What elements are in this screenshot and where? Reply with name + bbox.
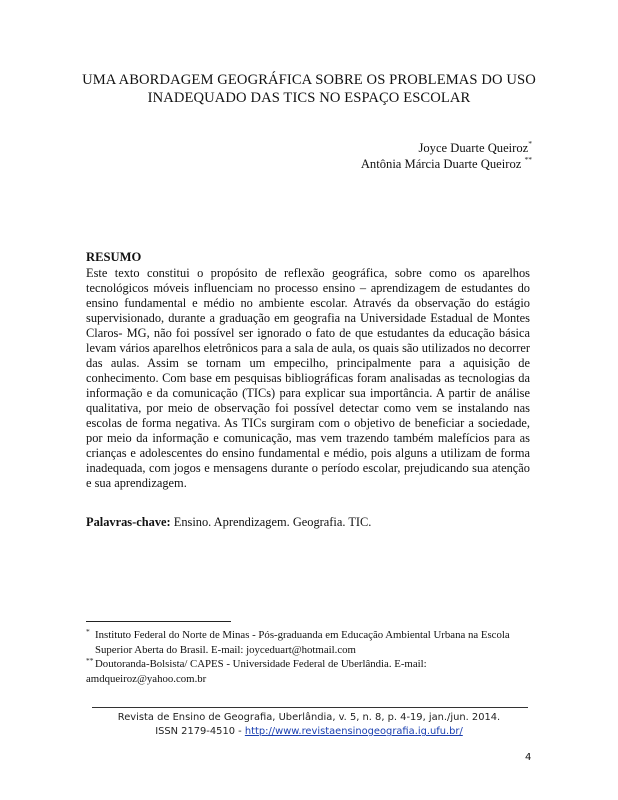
keywords <box>86 515 530 530</box>
author-2-name: Antônia Márcia Duarte Queiroz <box>360 157 522 171</box>
footnotes <box>86 628 536 686</box>
author-2 <box>361 156 532 172</box>
abstract-heading: RESUMO <box>86 250 142 264</box>
footnote-2 <box>86 657 536 672</box>
footnote-2-email: amdqueiroz@yahoo.com.br <box>86 672 207 685</box>
author-1 <box>361 140 532 156</box>
article-title <box>60 71 558 107</box>
footer-separator <box>92 707 528 708</box>
author-2-footnote-mark: ** <box>524 155 532 164</box>
author-1-name: Joyce Duarte Queiroz <box>418 141 529 155</box>
footer-issn-line <box>60 725 558 739</box>
footer-citation: Revista de Ensino de Geografia, Uberlândia, v. 5, n. 8, p. 4-19, jan./jun. 2014. <box>117 712 501 723</box>
journal-footer <box>60 711 558 739</box>
footnote-2-mark: ** <box>86 656 94 665</box>
footnote-1-text: Instituto Federal do Norte de Minas - Pós-graduanda em Educação Ambiental Urbana na Escola Superior Aberta do Brasil. E-mail: joyceduart@hotmail.com <box>95 629 510 656</box>
keywords-label: Palavras-chave: <box>86 515 171 529</box>
footnote-2-continuation <box>86 672 536 687</box>
footnote-2-text: Doutoranda-Bolsista/ CAPES - Universidade Federal de Uberlândia. E-mail: <box>95 658 427 670</box>
author-1-footnote-mark: * <box>528 139 532 148</box>
title-line-2: INADEQUADO DAS TICS NO ESPAÇO ESCOLAR <box>147 90 471 106</box>
footnote-1-mark: * <box>86 627 90 636</box>
footnote-1 <box>86 628 536 657</box>
author-list <box>361 140 532 172</box>
journal-website-link[interactable]: http://www.revistaensinogeografia.ig.ufu.br/ <box>244 726 463 737</box>
keywords-value: Ensino. Aprendizagem. Geografia. TIC. <box>170 515 372 529</box>
footer-issn: ISSN 2179-4510 - <box>155 726 245 737</box>
footnote-separator <box>86 621 231 622</box>
title-line-1: UMA ABORDAGEM GEOGRÁFICA SOBRE OS PROBLEMAS DO USO <box>82 72 536 88</box>
page-number: 4 <box>525 752 532 763</box>
abstract-body: Este texto constitui o propósito de reflexão geográfica, sobre como os aparelhos tecnológicos móveis influenciam no processo ensino – aprendizagem de estudantes do ensino fundamental e médio no ambiente escolar. Através da observação do estágio supervisionado, durante a graduação em geografia na Universidade Estadual de Montes Claros- MG, não foi possível ser ignorado o fato de que estudantes da educação básica levam vários aparelhos eletrônicos para a sala de aula, os quais são utilizados no decorrer das aulas. Assim se tornam um empecilho, principalmente para a aquisição de conhecimento. Com base em pesquisas bibliográficas foram analisadas as tecnologias da informação e da comunicação (TICs) para explicar sua importância. A partir de análise qualitativa, por meio de observação foi possível detectar como vem se instalando nas escolas de forma negativa. As TICs surgiram com o objetivo de beneficiar a sociedade, por meio da informação e comunicação, mas vem trazendo também malefícios para as crianças e adolescentes do ensino fundamental e médio, pois alguns a utilizam de forma inadequada, com jogos e mensagens durante o período escolar, prejudicando sua atenção e sua aprendizagem. <box>86 266 530 490</box>
